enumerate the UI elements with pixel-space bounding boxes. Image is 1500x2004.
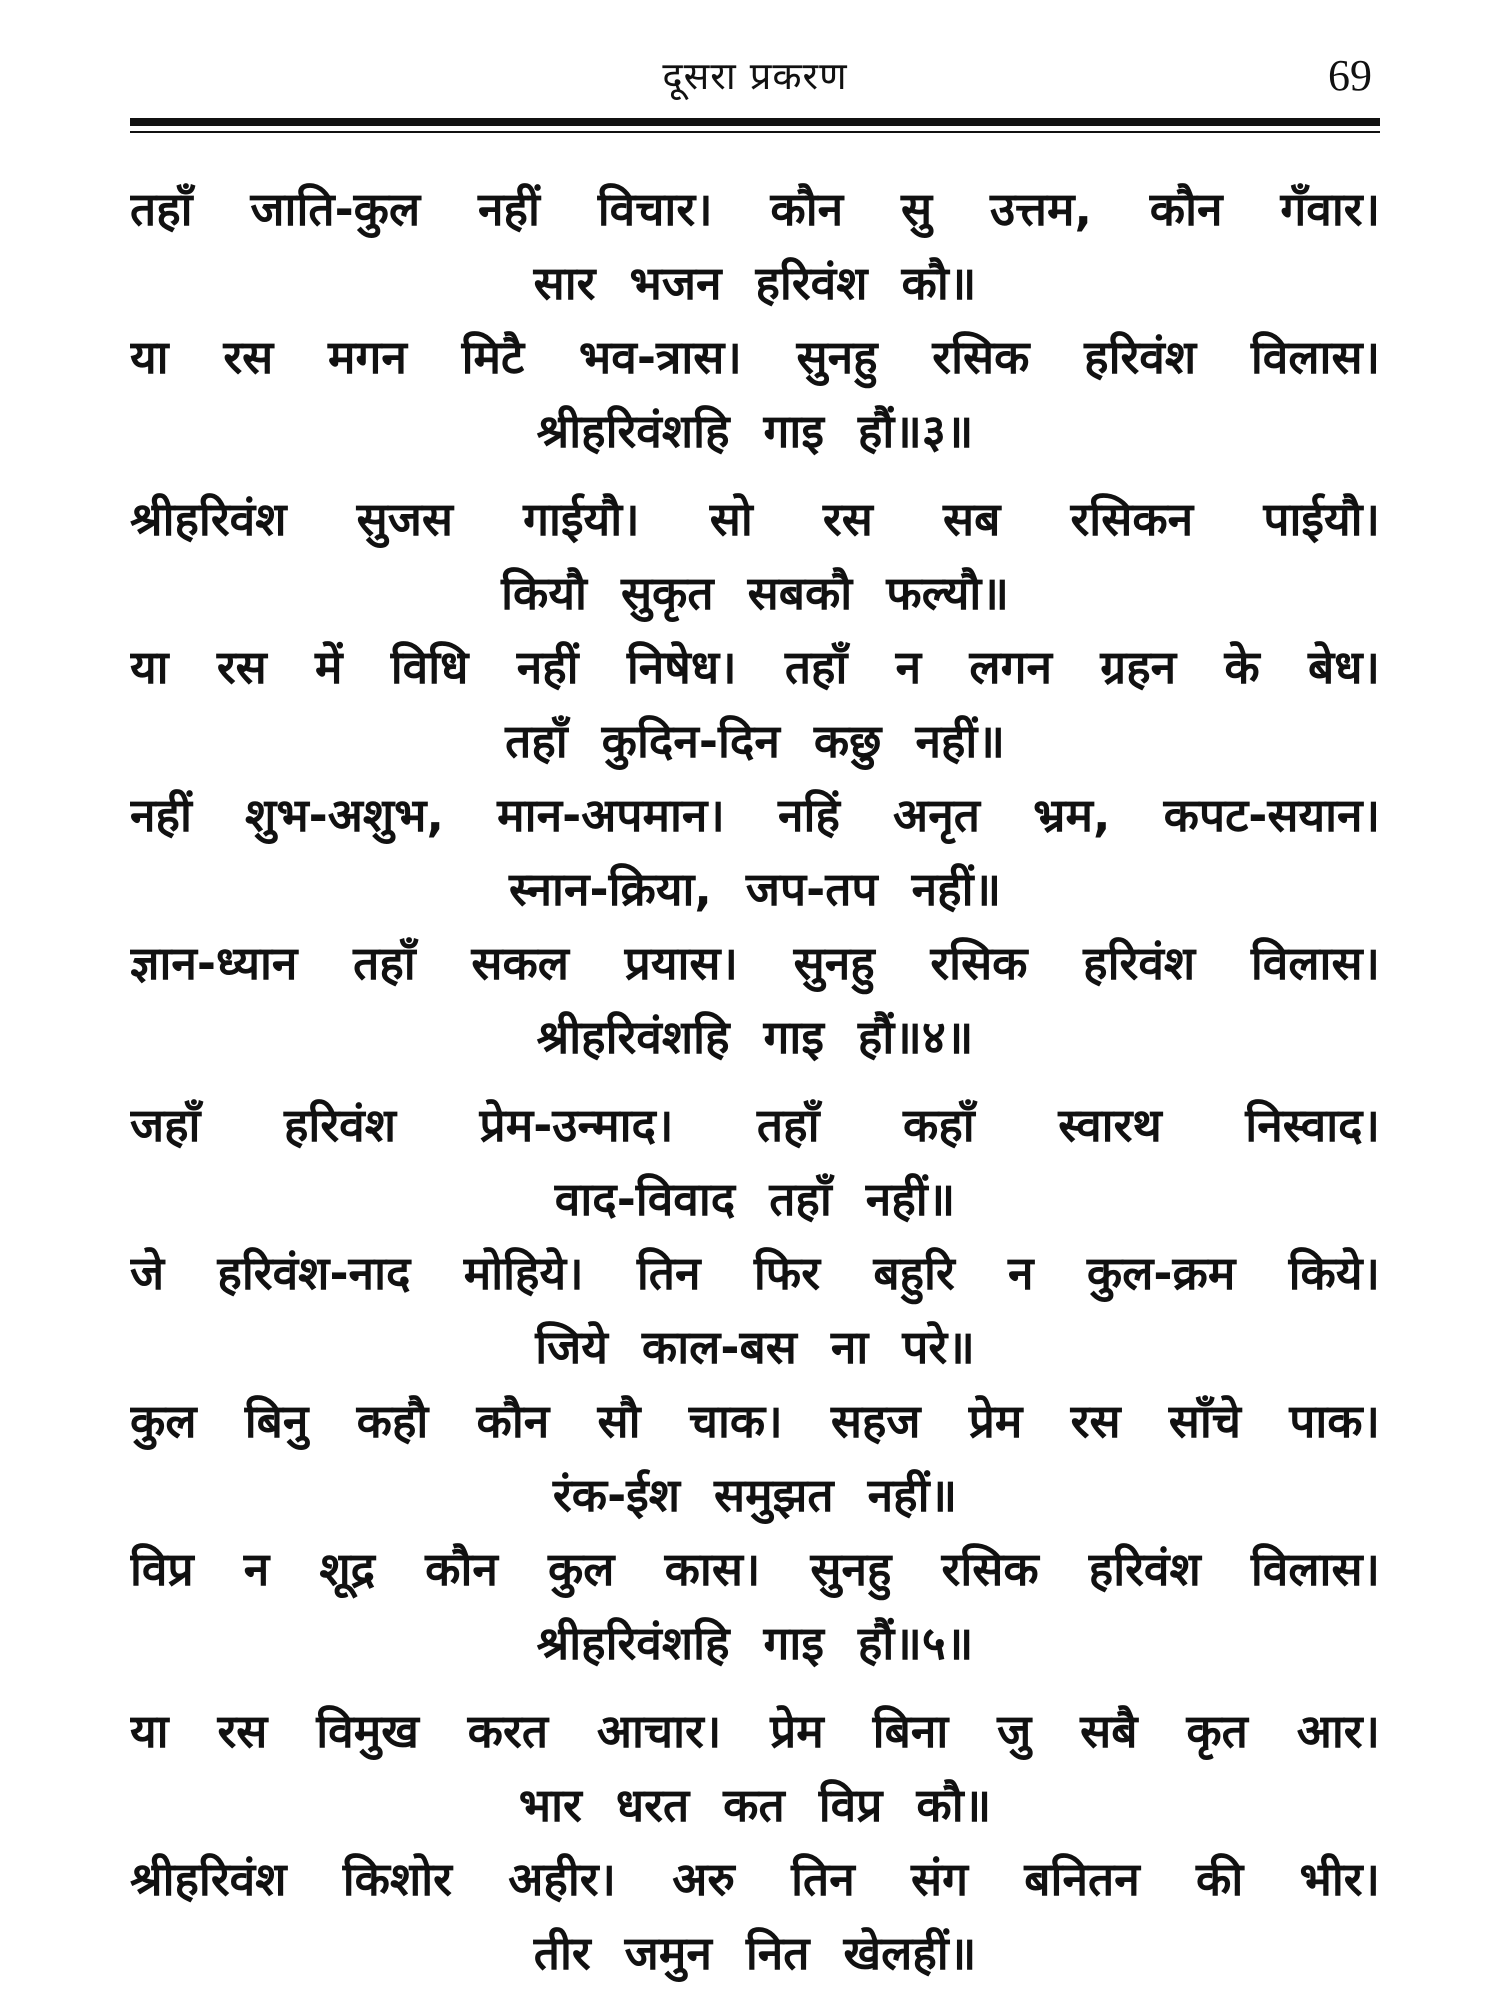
verse-refrain-line: जिये काल-बस ना परे॥ [535,1320,975,1374]
verse-line: विप्र न शूद्र कौन कुल कास। सुनहु रसिक हरिवंश विलास। [130,1542,1380,1596]
verse-refrain-line: स्नान-क्रिया, जप-तप नहीं॥ [508,862,1002,916]
verse-line: श्रीहरिवंश सुजस गाईयौ। सो रस सब रसिकन पाईयौ। [130,492,1380,546]
verse-line: कुल बिनु कहौ कौन सौ चाक। सहज प्रेम रस साँचे पाक। [130,1394,1380,1448]
verse-line: या रस में विधि नहीं निषेध। तहाँ न लगन ग्रहन के बेध। [130,640,1380,694]
verse-line: या रस विमुख करत आचार। प्रेम बिना जु सबै कृत आर। [130,1704,1380,1758]
verse-refrain-line: सार भजन हरिवंश कौ॥ [533,256,977,310]
header-rule-thick [130,118,1380,126]
chapter-title: दूसरा प्रकरण [662,54,848,98]
verse-refrain-line: श्रीहरिवंशहि गाइ हौं॥४॥ [536,1010,974,1064]
verse-refrain-line: वाद-विवाद तहाँ नहीं॥ [554,1172,956,1226]
page-number: 69 [1328,51,1372,100]
verse-line: ज्ञान-ध्यान तहाँ सकल प्रयास। सुनहु रसिक हरिवंश विलास। [130,936,1380,990]
verse-line: जहाँ हरिवंश प्रेम-उन्माद। तहाँ कहाँ स्वारथ निस्वाद। [130,1098,1380,1152]
verse-body [130,172,1380,2004]
verse-refrain-line: श्रीहरिवंशहि गाइ हौं॥३॥ [536,404,974,458]
verse-refrain-line: श्रीहरिवंशहि गाइ हौं॥५॥ [536,1616,974,1670]
verse-stanza [130,1694,1380,1990]
verse-line: तहाँ जाति-कुल नहीं विचार। कौन सु उत्तम, कौन गँवार। [130,182,1380,236]
verse-refrain-line: भार धरत कत विप्र कौ॥ [518,1778,992,1832]
verse-refrain-line: कियौ सुकृत सबकौ फल्यौ॥ [501,566,1009,620]
verse-line: नहीं शुभ-अशुभ, मान-अपमान। नहिं अनृत भ्रम, कपट-सयान। [130,788,1380,842]
verse-stanza [130,482,1380,1074]
verse-refrain-line: तीर जमुन नित खेलहीं॥ [533,1926,977,1980]
verse-line: जे हरिवंश-नाद मोहिये। तिन फिर बहुरि न कुल-क्रम किये। [130,1246,1380,1300]
verse-refrain-line: तहाँ कुदिन-दिन कछु नहीं॥ [505,714,1005,768]
page-header [130,40,1380,110]
verse-line: श्रीहरिवंश किशोर अहीर। अरु तिन संग बनितन की भीर। [130,1852,1380,1906]
verse-line: या रस मगन मिटै भव-त्रास। सुनहु रसिक हरिवंश विलास। [130,330,1380,384]
header-rule-thin [130,131,1380,133]
verse-refrain-line: रंक-ईश समुझत नहीं॥ [552,1468,958,1522]
verse-stanza [130,172,1380,468]
verse-stanza [130,1088,1380,1680]
